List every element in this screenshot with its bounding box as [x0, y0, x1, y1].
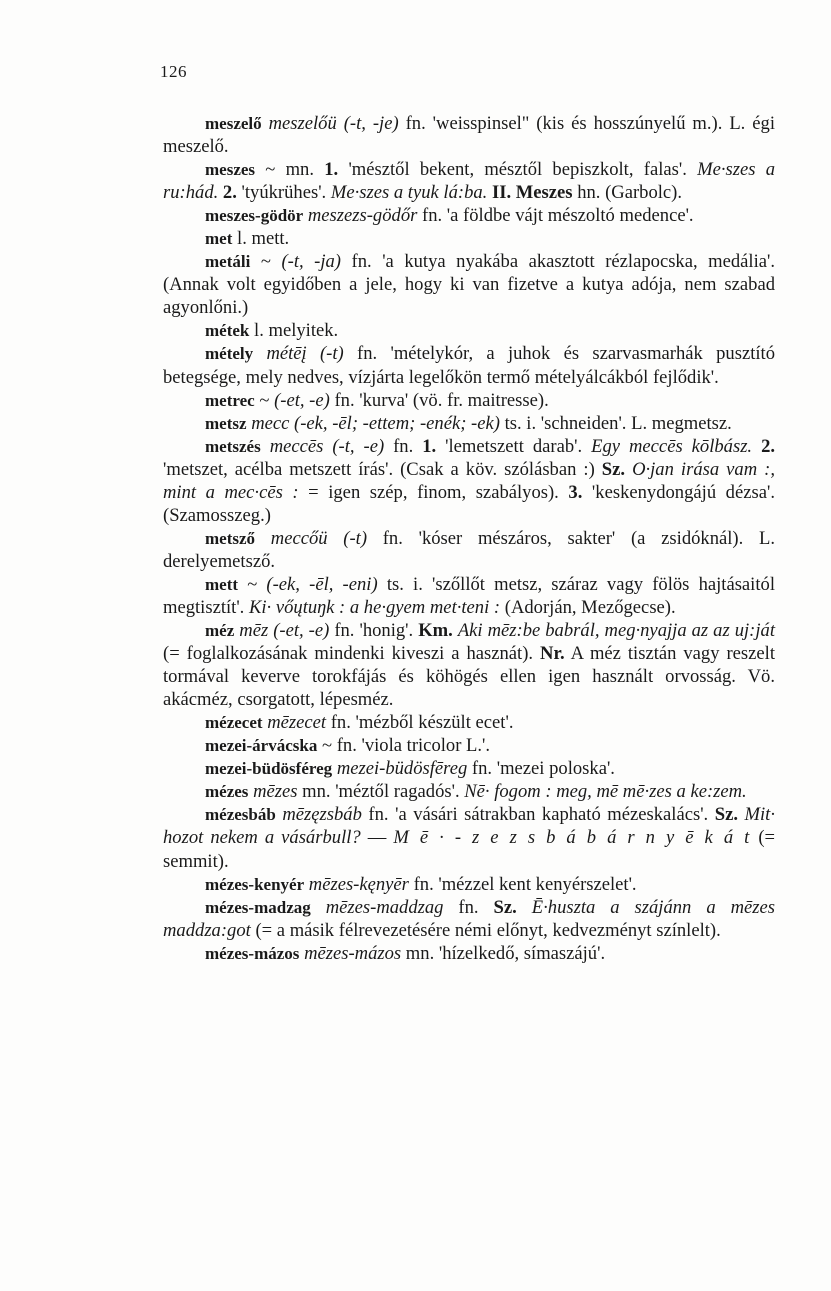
entry-text: Me·szes a tyuk lá:ba.	[330, 182, 488, 204]
entry-text: Ki· vőųtuŋk : a he·gyem met·teni :	[248, 596, 501, 618]
entry-text: Sz.	[493, 896, 517, 918]
entry-text: l. melyitek.	[249, 320, 339, 342]
entry-text: mn. 'méztől ragadós'.	[297, 781, 465, 803]
entry-text	[311, 897, 326, 918]
entry-text: fn. 'kóser mészáros, sakter' (a zsidóknál). L. derelyemetsző.	[163, 527, 775, 572]
entry-text: 2.	[761, 435, 776, 457]
entry-text: ~ fn. 'viola tricolor L.'.	[317, 735, 491, 757]
entry-text: Sz.	[601, 458, 626, 480]
entry-text: fn. 'mézből készült ecet'.	[326, 712, 514, 734]
dictionary-entry	[163, 527, 775, 573]
entry-text: meccőü (-t)	[270, 527, 368, 549]
entry-text: mēzes-mázos	[304, 942, 402, 964]
entry-text: 'mésztől bekent, mésztől bepiszkolt, falas'.	[338, 159, 698, 181]
dictionary-entry	[163, 896, 775, 942]
entry-headword: mezei-árvácska	[205, 736, 318, 756]
dictionary-entry	[163, 112, 775, 158]
entry-text: fn. 'a kutya nyakába akasztott rézlapocska, medália'. (Annak volt egyidőben a jele, hogy ki van fizetve a kutya adója, nem szabad agyonlőni.)	[163, 251, 775, 319]
entry-text: mēzes-kęnyēr	[308, 873, 409, 895]
entry-text	[253, 343, 266, 364]
entry-text: 'metszet, acélba metszett írás'. (Csak a köv. szólásban :)	[163, 458, 602, 480]
entry-headword: metsz	[205, 413, 247, 433]
entry-headword: mézecet	[205, 713, 263, 733]
entry-text: O·jan irása vam :, mint a mec·cēs :	[163, 458, 775, 503]
dictionary-entry	[163, 873, 775, 896]
entry-text	[262, 113, 269, 134]
entry-text	[625, 459, 632, 480]
dictionary-entry	[163, 573, 775, 619]
entry-text: fn. 'a vásári sátrakban kapható mézeskalács'.	[361, 804, 715, 826]
entry-text: fn. 'mételykór, a juhok és szarvasmarhák pusztító betegsége, mely nedves, vízjárta legelőkön termő mételyálcákból fejlődik'.	[163, 343, 776, 388]
entry-headword: métek	[205, 321, 250, 341]
entry-list	[163, 112, 775, 965]
entry-headword: mett	[205, 574, 239, 594]
entry-headword: métely	[205, 344, 254, 364]
dictionary-entry	[163, 711, 775, 734]
entry-text: 'lemetszett darab'.	[436, 435, 592, 457]
dictionary-entry	[163, 803, 775, 872]
dictionary-entry	[163, 227, 775, 250]
dictionary-entry	[163, 435, 775, 527]
entry-text: fn. 'mezei poloska'.	[467, 758, 615, 780]
entry-headword: met	[205, 229, 233, 249]
entry-text: 1.	[324, 159, 339, 181]
entry-text: mezei-büdösfēreg	[336, 758, 468, 780]
entry-text: Nr.	[540, 643, 565, 665]
entry-text: A méz tisztán vagy reszelt tormával keverve torokfájás és köhögés ellen igen használt orvosság. Vö. akácméz, csorgatott, lépesméz.	[163, 643, 775, 711]
dictionary-entry	[163, 734, 775, 757]
entry-text: mēzęzsbáb	[282, 804, 362, 826]
entry-text: fn. 'mézzel kent kenyérszelet'.	[408, 873, 637, 895]
dictionary-entry	[163, 780, 775, 803]
entry-text: fn. 'weisspinsel" (kis és hosszúnyelű m.). L. égi meszelő.	[163, 113, 775, 158]
entry-text: 1.	[422, 435, 437, 457]
entry-text: mēzes-maddzag	[325, 896, 444, 918]
entry-text: (-t, -ja)	[281, 251, 342, 273]
entry-text: Ē·huszta a szájánn a mēzes maddza:got	[163, 896, 775, 941]
entry-text: fn.	[384, 435, 423, 457]
page-number: 126	[160, 62, 187, 81]
entry-text: ~	[250, 251, 282, 273]
entry-headword: metszés	[205, 436, 261, 456]
entry-headword: metsző	[205, 528, 256, 548]
dictionary-entry	[163, 757, 775, 780]
entry-text: ~	[254, 389, 275, 411]
entry-headword: meszelő	[205, 114, 262, 133]
dictionary-entry	[163, 619, 775, 711]
entry-headword: metáli	[205, 252, 251, 272]
entry-text: mn. 'hízelkedő, símaszájú'.	[401, 942, 606, 964]
entry-text: (= a másik félrevezetésére némi előnyt, kedvezményt színlelt).	[250, 919, 721, 941]
entry-text	[752, 436, 761, 457]
entry-headword: metrec	[205, 390, 255, 410]
entry-text: Sz.	[714, 804, 738, 826]
entry-text: Km.	[418, 620, 453, 642]
dictionary-entry	[163, 204, 775, 227]
entry-headword: mézes-madzag	[205, 897, 311, 917]
entry-text: meszezs-gödőr	[307, 205, 418, 227]
entry-text: II. Meszes	[491, 182, 573, 204]
dictionary-entry	[163, 412, 775, 435]
entry-text: = igen szép, finom, szabályos).	[298, 481, 569, 503]
entry-text: Nē· fogom : meg, mē mē·zes a ke:zem.	[464, 781, 747, 803]
dictionary-entry	[163, 342, 775, 388]
entry-text: M ē · - z e z s b á b á r n y ē k á t	[393, 827, 752, 849]
entry-text: (= semmit).	[163, 827, 776, 872]
dictionary-entry	[163, 250, 775, 319]
entry-text: Aki mēz:be babrál, meg·nyajja az az uj:ját	[457, 620, 775, 642]
entry-text: fn.	[443, 896, 494, 918]
entry-text: (-ek, -ēl, -eni)	[266, 573, 378, 595]
entry-text	[517, 897, 532, 918]
entry-text: ~	[238, 573, 267, 595]
entry-text: fn. 'honig'.	[329, 620, 419, 642]
entry-text: Mit· hozot nekem a vásárbull?	[163, 804, 775, 849]
entry-headword: mézes	[205, 782, 249, 802]
dictionary-entry	[163, 158, 775, 204]
entry-text: (= foglalkozásának mindenki kiveszi a hasznát).	[163, 643, 541, 665]
dictionary-entry	[163, 942, 775, 965]
entry-text: 3.	[568, 481, 583, 503]
entry-headword: mezei-büdösféreg	[205, 759, 333, 779]
entry-text: ts. i. 'schneiden'. L. megmetsz.	[499, 412, 732, 434]
entry-text	[261, 436, 270, 457]
entry-text: 2.	[222, 182, 237, 204]
dictionary-entry	[163, 389, 775, 412]
entry-text: hn. (Garbolc).	[572, 182, 683, 204]
entry-text: fn. 'kurva' (vö. fr. maitresse).	[329, 389, 549, 411]
entry-text: l. mett.	[232, 228, 290, 250]
entry-text: (Adorján, Mezőgecse).	[500, 596, 676, 618]
entry-text	[255, 528, 271, 549]
entry-text: fn. 'a földbe vájt mészoltó medence'.	[417, 205, 694, 227]
entry-text: 'tyúkrühes'.	[236, 182, 331, 204]
entry-text: meccēs (-t, -e)	[269, 435, 385, 457]
entry-text: ~ mn.	[255, 159, 325, 181]
entry-headword: meszes	[205, 160, 256, 180]
entry-headword: méz	[205, 621, 235, 641]
entry-text: mecc (-ek, -ēl; -ettem; -enék; -ek)	[251, 412, 500, 434]
entry-headword: mézesbáb	[205, 805, 276, 825]
entry-text: mēzes	[253, 781, 298, 803]
entry-text: (-et, -e)	[274, 389, 330, 411]
entry-text: Me·szes a ru:hád.	[163, 159, 776, 204]
entry-text: —	[360, 827, 394, 849]
entry-headword: mézes-mázos	[205, 943, 300, 963]
entry-headword: meszes-gödör	[205, 206, 304, 226]
entry-text: Egy meccēs kōlbász.	[591, 435, 753, 457]
entry-text: mēz (-et, -e)	[239, 620, 330, 642]
entry-text: ts. i. 'szőllőt metsz, száraz vagy fölös hajtásaitól megtisztít'.	[163, 573, 775, 618]
dictionary-entry	[163, 319, 775, 342]
entry-text: métēį (-t)	[266, 343, 344, 365]
entry-text: meszelőü (-t, -je)	[268, 113, 399, 134]
entry-text: 'keskenydongájú dézsa'. (Szamosszeg.)	[163, 481, 775, 526]
entry-text: mēzecet	[267, 712, 327, 734]
entry-headword: mézes-kenyér	[205, 874, 305, 894]
